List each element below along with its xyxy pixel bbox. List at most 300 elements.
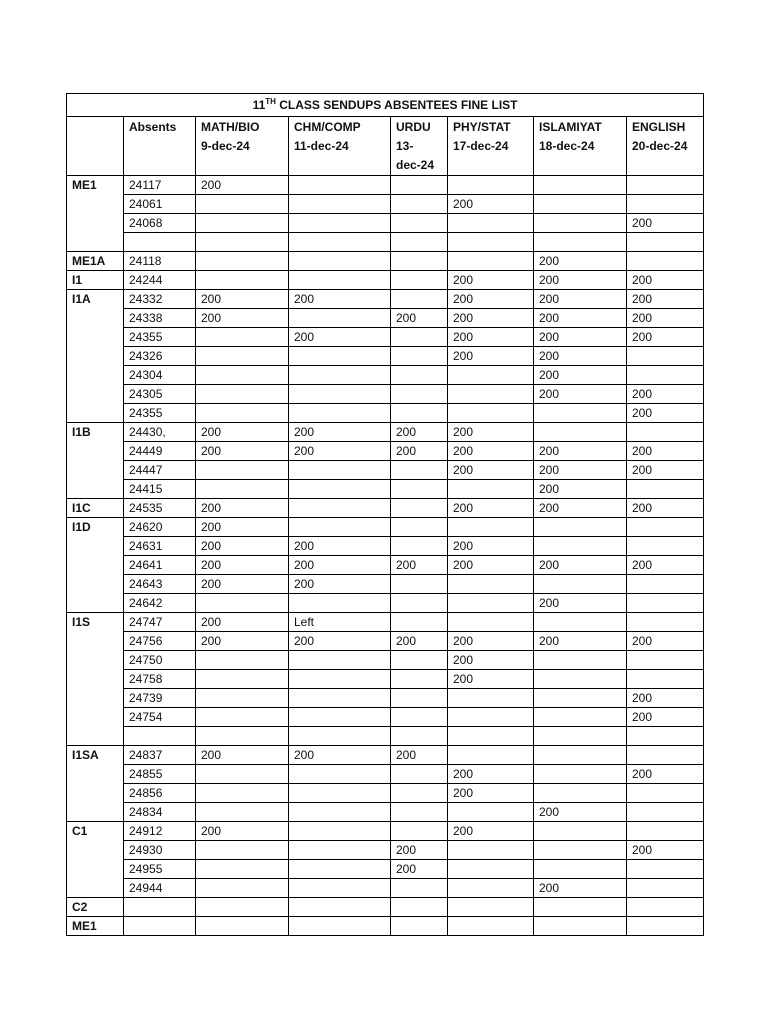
table-row	[67, 917, 704, 936]
column-header-line: URDU	[396, 120, 431, 134]
fine-cell: 200	[448, 328, 534, 347]
fine-cell	[289, 841, 391, 860]
table-row	[67, 347, 704, 366]
fine-cell	[627, 233, 704, 252]
fine-cell: 200	[289, 328, 391, 347]
column-header-line: PHY/STAT	[453, 120, 511, 134]
fine-cell	[627, 917, 704, 936]
fine-cell	[196, 689, 289, 708]
fine-cell: 200	[627, 499, 704, 518]
table-row	[67, 841, 704, 860]
roll-number-cell	[124, 233, 196, 252]
column-header-line: ENGLISH	[632, 120, 686, 134]
roll-number-cell: 24620	[124, 518, 196, 537]
fine-cell	[448, 385, 534, 404]
fine-cell: 200	[448, 784, 534, 803]
fine-cell	[627, 651, 704, 670]
header-row	[67, 117, 704, 176]
fine-cell: 200	[448, 309, 534, 328]
fine-cell	[534, 784, 627, 803]
column-header-line: 9-dec-24	[201, 139, 250, 153]
fine-cell: 200	[448, 651, 534, 670]
fine-cell	[627, 195, 704, 214]
fine-cell	[196, 461, 289, 480]
fine-cell	[391, 803, 448, 822]
fine-cell	[289, 898, 391, 917]
roll-number-cell: 24326	[124, 347, 196, 366]
fine-cell	[196, 784, 289, 803]
fine-cell: 200	[627, 708, 704, 727]
roll-number-cell	[124, 898, 196, 917]
roll-number-cell: 24244	[124, 271, 196, 290]
fine-cell: 200	[196, 556, 289, 575]
fine-cell: 200	[196, 537, 289, 556]
table-row	[67, 176, 704, 195]
roll-number-cell: 24855	[124, 765, 196, 784]
fine-cell: 200	[196, 613, 289, 632]
fine-cell	[289, 727, 391, 746]
fine-cell	[196, 708, 289, 727]
roll-number-cell: 24304	[124, 366, 196, 385]
fine-cell	[534, 651, 627, 670]
roll-number-cell: 24944	[124, 879, 196, 898]
fine-cell	[391, 784, 448, 803]
fine-cell	[448, 898, 534, 917]
fine-cell	[391, 461, 448, 480]
roll-number-cell: 24856	[124, 784, 196, 803]
fine-cell	[391, 518, 448, 537]
column-header	[67, 117, 124, 176]
fine-cell	[289, 499, 391, 518]
table-row	[67, 689, 704, 708]
table-row	[67, 784, 704, 803]
fine-cell: 200	[289, 575, 391, 594]
table-row	[67, 214, 704, 233]
fine-cell	[289, 385, 391, 404]
fine-cell	[391, 594, 448, 613]
roll-number-cell: 24930	[124, 841, 196, 860]
fine-cell: 200	[534, 290, 627, 309]
fine-cell	[448, 727, 534, 746]
column-header-line: MATH/BIO	[201, 120, 260, 134]
fine-cell	[196, 214, 289, 233]
fine-cell	[289, 917, 391, 936]
table-row	[67, 632, 704, 651]
fine-cell: 200	[448, 670, 534, 689]
fine-cell	[627, 423, 704, 442]
fine-cell: 200	[448, 195, 534, 214]
fine-cell	[627, 784, 704, 803]
fine-cell	[534, 917, 627, 936]
fine-cell	[289, 708, 391, 727]
fine-cell	[627, 822, 704, 841]
roll-number-cell: 24643	[124, 575, 196, 594]
fine-cell: 200	[391, 309, 448, 328]
fine-cell	[196, 233, 289, 252]
roll-number-cell: 24739	[124, 689, 196, 708]
column-header	[534, 117, 627, 176]
fine-cell	[627, 537, 704, 556]
fine-cell: 200	[448, 556, 534, 575]
fine-cell	[289, 347, 391, 366]
roll-number-cell: 24430,	[124, 423, 196, 442]
fine-cell	[289, 594, 391, 613]
table-row	[67, 385, 704, 404]
fine-cell: 200	[196, 290, 289, 309]
column-header-line: Absents	[129, 120, 177, 134]
fine-cell	[391, 385, 448, 404]
class-name-cell: C2	[67, 898, 124, 917]
fine-cell: 200	[448, 290, 534, 309]
fine-cell	[289, 689, 391, 708]
roll-number-cell: 24061	[124, 195, 196, 214]
column-header-line: 13-	[396, 139, 414, 153]
fine-cell	[391, 651, 448, 670]
fine-cell	[289, 309, 391, 328]
fine-cell	[627, 252, 704, 271]
table-row	[67, 518, 704, 537]
fine-cell	[534, 518, 627, 537]
fine-cell	[448, 689, 534, 708]
column-header-line: 18-dec-24	[539, 139, 595, 153]
fine-cell: 200	[627, 271, 704, 290]
fine-cell	[391, 898, 448, 917]
fine-cell	[196, 594, 289, 613]
fine-cell	[534, 765, 627, 784]
fine-cell	[391, 252, 448, 271]
fine-cell: 200	[289, 442, 391, 461]
fine-cell	[391, 765, 448, 784]
table-row	[67, 461, 704, 480]
fine-cell: 200	[534, 879, 627, 898]
fine-list-table	[66, 93, 704, 936]
fine-cell	[196, 271, 289, 290]
roll-number-cell: 24631	[124, 537, 196, 556]
fine-cell: 200	[627, 461, 704, 480]
fine-cell: 200	[534, 556, 627, 575]
fine-cell	[289, 879, 391, 898]
column-header-line: 11-dec-24	[294, 139, 349, 153]
table-body	[67, 176, 704, 936]
class-name-cell: I1B	[67, 423, 124, 499]
fine-cell: 200	[391, 841, 448, 860]
fine-cell	[196, 879, 289, 898]
table-row	[67, 860, 704, 879]
column-header	[627, 117, 704, 176]
fine-cell: 200	[391, 556, 448, 575]
fine-cell	[534, 727, 627, 746]
fine-cell: 200	[196, 822, 289, 841]
roll-number-cell: 24837	[124, 746, 196, 765]
roll-number-cell: 24754	[124, 708, 196, 727]
fine-cell	[391, 214, 448, 233]
roll-number-cell: 24415	[124, 480, 196, 499]
fine-cell	[448, 860, 534, 879]
table-row	[67, 651, 704, 670]
column-header-line: ISLAMIYAT	[539, 120, 602, 134]
fine-cell	[289, 271, 391, 290]
fine-cell: 200	[534, 499, 627, 518]
fine-cell: 200	[289, 556, 391, 575]
fine-cell	[448, 518, 534, 537]
roll-number-cell: 24642	[124, 594, 196, 613]
fine-cell	[627, 670, 704, 689]
column-header	[448, 117, 534, 176]
roll-number-cell: 24750	[124, 651, 196, 670]
fine-cell	[627, 613, 704, 632]
roll-number-cell: 24117	[124, 176, 196, 195]
fine-cell	[448, 404, 534, 423]
fine-cell: 200	[627, 841, 704, 860]
table-row	[67, 290, 704, 309]
fine-cell	[196, 328, 289, 347]
fine-cell	[289, 651, 391, 670]
fine-cell: 200	[448, 537, 534, 556]
fine-cell	[534, 575, 627, 594]
fine-cell	[534, 841, 627, 860]
fine-cell	[448, 252, 534, 271]
roll-number-cell: 24756	[124, 632, 196, 651]
class-name-cell: I1SA	[67, 746, 124, 822]
fine-cell	[534, 670, 627, 689]
fine-cell	[196, 860, 289, 879]
fine-cell	[391, 727, 448, 746]
fine-cell	[289, 765, 391, 784]
fine-cell: 200	[627, 309, 704, 328]
fine-cell	[391, 176, 448, 195]
fine-cell: 200	[627, 328, 704, 347]
fine-cell	[534, 822, 627, 841]
fine-cell: 200	[448, 499, 534, 518]
fine-cell: 200	[448, 822, 534, 841]
fine-cell	[289, 784, 391, 803]
column-header-line: dec-24	[396, 158, 435, 172]
fine-cell: 200	[391, 442, 448, 461]
table-row	[67, 537, 704, 556]
fine-cell	[196, 670, 289, 689]
roll-number-cell: 24068	[124, 214, 196, 233]
fine-cell	[391, 670, 448, 689]
fine-cell: 200	[627, 442, 704, 461]
class-name-cell: I1S	[67, 613, 124, 746]
class-name-cell: I1A	[67, 290, 124, 423]
fine-cell	[289, 461, 391, 480]
fine-cell	[627, 347, 704, 366]
fine-cell	[534, 404, 627, 423]
table-row	[67, 404, 704, 423]
table-row	[67, 822, 704, 841]
fine-cell	[534, 613, 627, 632]
fine-cell	[391, 537, 448, 556]
fine-cell: 200	[196, 176, 289, 195]
fine-cell	[196, 347, 289, 366]
class-name-cell: ME1	[67, 917, 124, 936]
fine-cell: 200	[289, 746, 391, 765]
fine-cell	[391, 328, 448, 347]
fine-cell: 200	[391, 860, 448, 879]
fine-cell	[391, 708, 448, 727]
fine-cell	[448, 708, 534, 727]
fine-cell	[448, 879, 534, 898]
roll-number-cell: 24338	[124, 309, 196, 328]
fine-cell: 200	[627, 689, 704, 708]
fine-cell	[534, 860, 627, 879]
fine-cell: 200	[391, 423, 448, 442]
roll-number-cell: 24305	[124, 385, 196, 404]
fine-cell	[627, 594, 704, 613]
table-row	[67, 575, 704, 594]
fine-cell	[196, 480, 289, 499]
fine-cell	[448, 366, 534, 385]
fine-cell: 200	[534, 461, 627, 480]
table-row	[67, 309, 704, 328]
column-header-line: 20-dec-24	[632, 139, 688, 153]
fine-cell: Left	[289, 613, 391, 632]
table-row	[67, 879, 704, 898]
fine-cell	[534, 233, 627, 252]
fine-cell	[391, 917, 448, 936]
fine-cell: 200	[391, 746, 448, 765]
fine-cell: 200	[448, 765, 534, 784]
roll-number-cell	[124, 917, 196, 936]
fine-cell: 200	[627, 290, 704, 309]
table-row	[67, 442, 704, 461]
fine-cell	[289, 233, 391, 252]
fine-cell	[196, 195, 289, 214]
class-name-cell: I1	[67, 271, 124, 290]
fine-cell	[627, 480, 704, 499]
fine-cell: 200	[627, 385, 704, 404]
table-row	[67, 423, 704, 442]
fine-cell: 200	[196, 423, 289, 442]
table-row	[67, 613, 704, 632]
fine-cell	[534, 176, 627, 195]
fine-cell	[289, 176, 391, 195]
class-name-cell: I1D	[67, 518, 124, 613]
fine-cell	[448, 233, 534, 252]
class-name-cell: C1	[67, 822, 124, 898]
roll-number-cell	[124, 727, 196, 746]
roll-number-cell: 24447	[124, 461, 196, 480]
fine-cell	[627, 898, 704, 917]
fine-cell: 200	[448, 423, 534, 442]
fine-cell: 200	[534, 347, 627, 366]
roll-number-cell: 24955	[124, 860, 196, 879]
fine-cell	[196, 366, 289, 385]
fine-cell	[391, 480, 448, 499]
table-row	[67, 195, 704, 214]
table-row	[67, 480, 704, 499]
fine-cell	[534, 898, 627, 917]
fine-cell	[534, 708, 627, 727]
table-row	[67, 746, 704, 765]
fine-cell	[627, 575, 704, 594]
fine-cell	[448, 480, 534, 499]
fine-cell	[196, 727, 289, 746]
fine-cell	[289, 480, 391, 499]
table-row	[67, 366, 704, 385]
fine-cell	[196, 765, 289, 784]
fine-cell	[534, 214, 627, 233]
roll-number-cell: 24834	[124, 803, 196, 822]
fine-cell	[391, 404, 448, 423]
fine-cell	[289, 366, 391, 385]
fine-cell: 200	[534, 309, 627, 328]
roll-number-cell: 24535	[124, 499, 196, 518]
column-header	[289, 117, 391, 176]
fine-cell	[448, 575, 534, 594]
fine-cell	[289, 518, 391, 537]
fine-cell	[627, 727, 704, 746]
fine-cell	[627, 366, 704, 385]
class-name-cell: ME1A	[67, 252, 124, 271]
roll-number-cell: 24449	[124, 442, 196, 461]
fine-cell	[448, 613, 534, 632]
fine-cell	[391, 195, 448, 214]
fine-cell	[289, 860, 391, 879]
table-row	[67, 727, 704, 746]
fine-cell	[391, 822, 448, 841]
fine-cell: 200	[627, 556, 704, 575]
table-row	[67, 271, 704, 290]
table-row	[67, 594, 704, 613]
fine-cell: 200	[196, 499, 289, 518]
roll-number-cell: 24332	[124, 290, 196, 309]
fine-cell: 200	[448, 347, 534, 366]
fine-cell	[391, 233, 448, 252]
fine-cell: 200	[196, 309, 289, 328]
roll-number-cell: 24758	[124, 670, 196, 689]
roll-number-cell: 24747	[124, 613, 196, 632]
table-row	[67, 252, 704, 271]
fine-cell	[196, 898, 289, 917]
fine-cell: 200	[627, 765, 704, 784]
fine-cell	[196, 404, 289, 423]
fine-cell	[289, 195, 391, 214]
fine-cell	[289, 404, 391, 423]
fine-cell: 200	[627, 214, 704, 233]
class-name-cell: ME1	[67, 176, 124, 252]
fine-cell	[391, 689, 448, 708]
fine-cell	[627, 803, 704, 822]
fine-cell	[196, 917, 289, 936]
fine-cell: 200	[627, 404, 704, 423]
fine-cell	[534, 195, 627, 214]
fine-cell: 200	[534, 328, 627, 347]
fine-cell	[196, 385, 289, 404]
fine-cell: 200	[289, 423, 391, 442]
roll-number-cell: 24641	[124, 556, 196, 575]
fine-cell	[289, 252, 391, 271]
fine-cell: 200	[534, 594, 627, 613]
fine-cell	[627, 518, 704, 537]
roll-number-cell: 24912	[124, 822, 196, 841]
fine-cell	[627, 860, 704, 879]
fine-cell	[196, 651, 289, 670]
column-header	[124, 117, 196, 176]
fine-cell: 200	[448, 632, 534, 651]
fine-cell	[196, 252, 289, 271]
fine-cell	[627, 879, 704, 898]
fine-cell	[289, 214, 391, 233]
table-row	[67, 233, 704, 252]
fine-cell	[627, 746, 704, 765]
fine-cell	[391, 499, 448, 518]
fine-cell	[448, 841, 534, 860]
column-header-line: 17-dec-24	[453, 139, 509, 153]
table-row	[67, 765, 704, 784]
fine-cell	[534, 537, 627, 556]
